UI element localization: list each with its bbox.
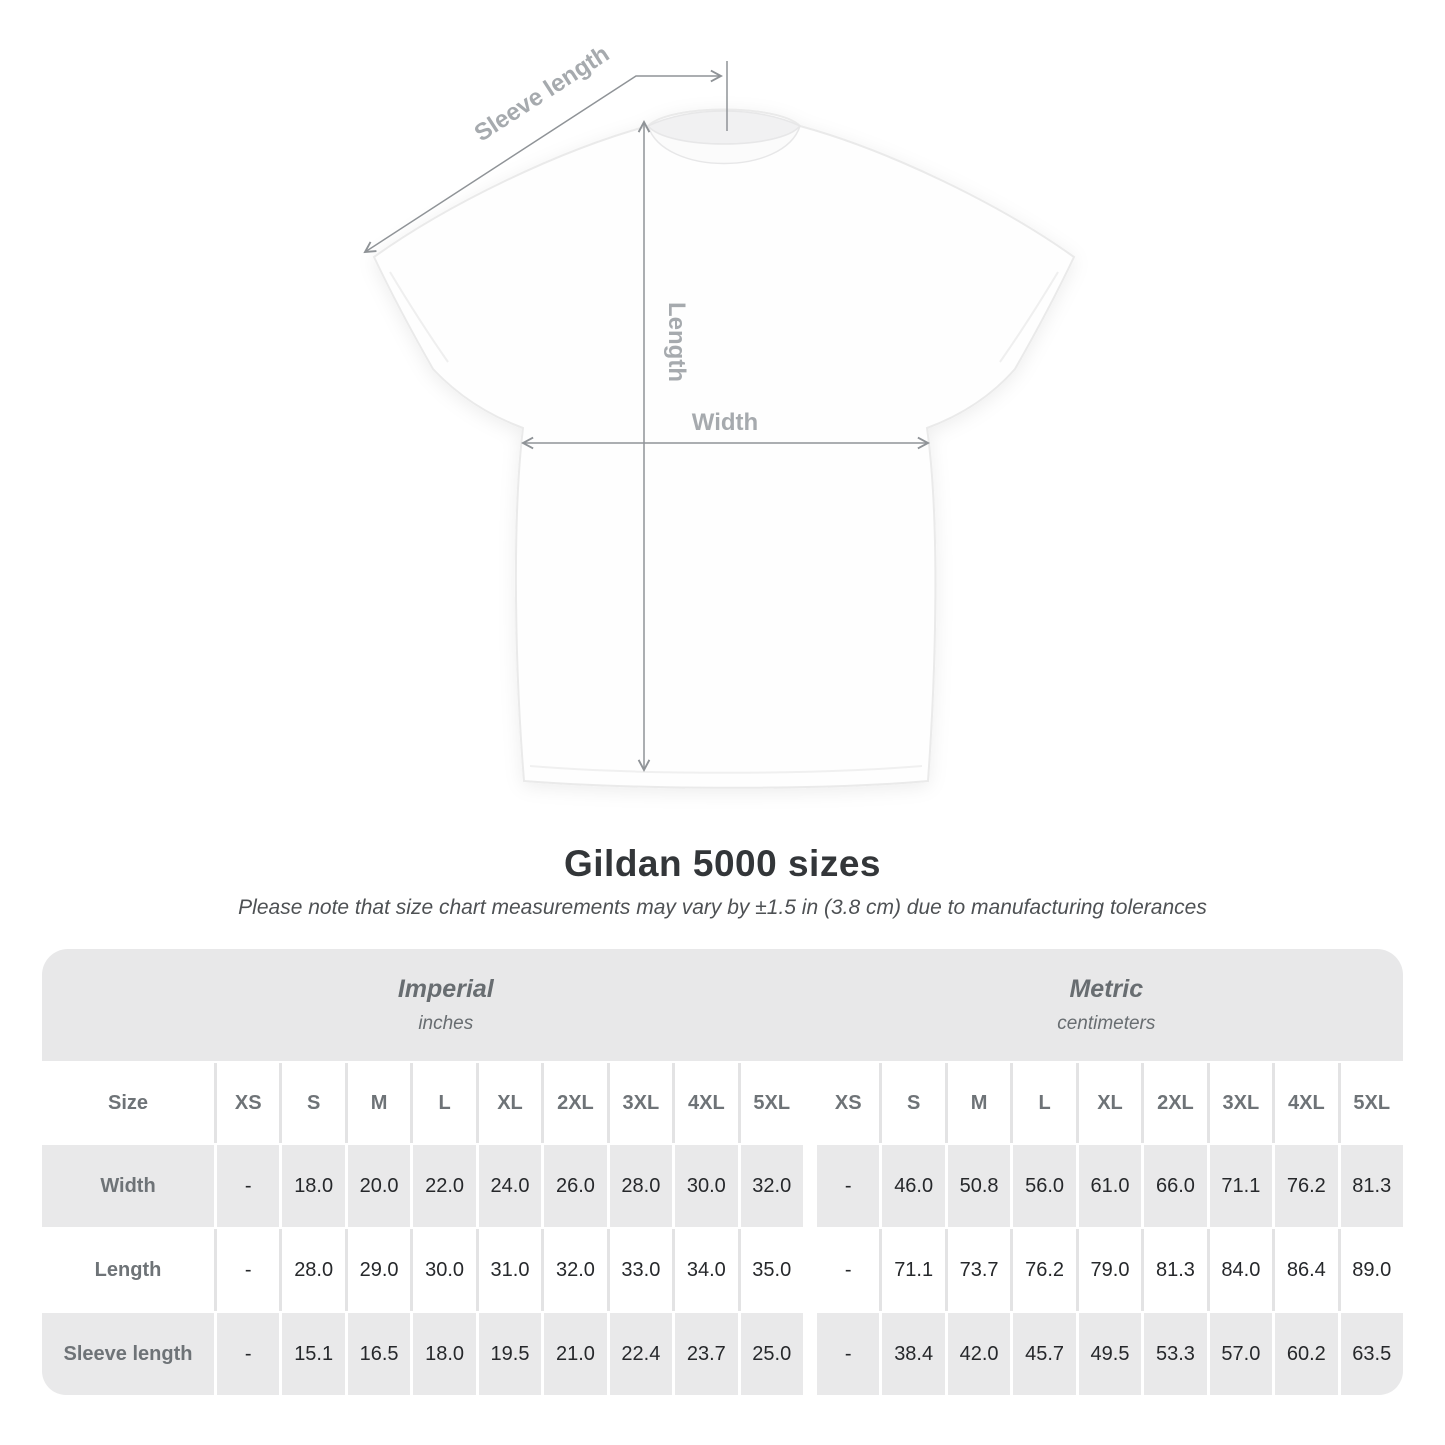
metric-size-col-3XL: 3XL [1210, 1063, 1272, 1143]
size-corner-label: Size [42, 1063, 214, 1143]
metric-value-cell: - [817, 1145, 879, 1227]
metric-value-cell: 50.8 [948, 1145, 1010, 1227]
metric-value-cell: 61.0 [1079, 1145, 1141, 1227]
imperial-value-cell: - [217, 1145, 279, 1227]
length-label: Length [663, 302, 690, 382]
section-gap [806, 1229, 814, 1311]
metric-title: Metric [1069, 975, 1144, 1003]
metric-size-col-XL: XL [1079, 1063, 1141, 1143]
imperial-value-cell: 26.0 [544, 1145, 606, 1227]
metric-value-cell: 45.7 [1013, 1313, 1075, 1395]
section-gap [806, 1313, 814, 1395]
metric-value-cell: 76.2 [1013, 1229, 1075, 1311]
metric-size-col-2XL: 2XL [1144, 1063, 1206, 1143]
metric-value-cell: 63.5 [1341, 1313, 1403, 1395]
imperial-value-cell: 22.4 [610, 1313, 672, 1395]
imperial-value-cell: 15.1 [282, 1313, 344, 1395]
metric-size-col-S: S [882, 1063, 944, 1143]
imperial-value-cell: 28.0 [610, 1145, 672, 1227]
imperial-unit: inches [418, 1013, 474, 1034]
tshirt-body [374, 110, 1074, 788]
imperial-value-cell: 28.0 [282, 1229, 344, 1311]
imperial-value-cell: 35.0 [741, 1229, 803, 1311]
metric-value-cell: 76.2 [1275, 1145, 1337, 1227]
metric-value-cell: 53.3 [1144, 1313, 1206, 1395]
size-table-rows [42, 1063, 1403, 1395]
imperial-value-cell: 32.0 [544, 1229, 606, 1311]
metric-value-cell: 84.0 [1210, 1229, 1272, 1311]
imperial-value-cell: 34.0 [675, 1229, 737, 1311]
metric-value-cell: 49.5 [1079, 1313, 1141, 1395]
section-gap [806, 1063, 814, 1143]
metric-value-cell: 89.0 [1341, 1229, 1403, 1311]
imperial-size-col-3XL: 3XL [610, 1063, 672, 1143]
imperial-size-col-XL: XL [479, 1063, 541, 1143]
metric-value-cell: 79.0 [1079, 1229, 1141, 1311]
imperial-value-cell: 18.0 [282, 1145, 344, 1227]
imperial-value-cell: 19.5 [479, 1313, 541, 1395]
metric-value-cell: 71.1 [1210, 1145, 1272, 1227]
metric-value-cell: 57.0 [1210, 1313, 1272, 1395]
imperial-section-header [42, 949, 810, 1061]
measurement-row-sleeve-length [42, 1313, 1403, 1395]
imperial-value-cell: 18.0 [413, 1313, 475, 1395]
imperial-value-cell: 16.5 [348, 1313, 410, 1395]
imperial-value-cell: 32.0 [741, 1145, 803, 1227]
section-gap [806, 1145, 814, 1227]
metric-unit: centimeters [1057, 1013, 1156, 1034]
size-table [42, 949, 1403, 1395]
imperial-size-col-XS: XS [217, 1063, 279, 1143]
metric-value-cell: - [817, 1313, 879, 1395]
metric-size-col-M: M [948, 1063, 1010, 1143]
imperial-value-cell: 24.0 [479, 1145, 541, 1227]
width-label: Width [691, 409, 759, 436]
row-label: Width [42, 1145, 214, 1227]
metric-value-cell: 66.0 [1144, 1145, 1206, 1227]
imperial-value-cell: - [217, 1313, 279, 1395]
imperial-value-cell: 20.0 [348, 1145, 410, 1227]
metric-value-cell: 81.3 [1144, 1229, 1206, 1311]
imperial-size-col-5XL: 5XL [741, 1063, 803, 1143]
imperial-size-col-4XL: 4XL [675, 1063, 737, 1143]
imperial-size-col-L: L [413, 1063, 475, 1143]
imperial-value-cell: 22.0 [413, 1145, 475, 1227]
tolerance-note: Please note that size chart measurements may vary by ±1.5 in (3.8 cm) due to manufacturing tolerances [238, 896, 1207, 919]
metric-value-cell: 81.3 [1341, 1145, 1403, 1227]
imperial-size-col-2XL: 2XL [544, 1063, 606, 1143]
metric-value-cell: 71.1 [882, 1229, 944, 1311]
row-label: Sleeve length [42, 1313, 214, 1395]
metric-value-cell: 73.7 [948, 1229, 1010, 1311]
row-label: Length [42, 1229, 214, 1311]
imperial-value-cell: 33.0 [610, 1229, 672, 1311]
metric-value-cell: 46.0 [882, 1145, 944, 1227]
imperial-value-cell: 30.0 [413, 1229, 475, 1311]
measurement-row-length [42, 1229, 1403, 1311]
metric-size-col-5XL: 5XL [1341, 1063, 1403, 1143]
imperial-value-cell: 30.0 [675, 1145, 737, 1227]
metric-value-cell: 42.0 [948, 1313, 1010, 1395]
metric-value-cell: - [817, 1229, 879, 1311]
metric-value-cell: 56.0 [1013, 1145, 1075, 1227]
imperial-value-cell: 31.0 [479, 1229, 541, 1311]
imperial-value-cell: 23.7 [675, 1313, 737, 1395]
metric-section-header [810, 949, 1403, 1061]
measurement-row-width [42, 1145, 1403, 1227]
metric-value-cell: 38.4 [882, 1313, 944, 1395]
imperial-value-cell: - [217, 1229, 279, 1311]
metric-size-col-L: L [1013, 1063, 1075, 1143]
metric-value-cell: 86.4 [1275, 1229, 1337, 1311]
metric-size-col-XS: XS [817, 1063, 879, 1143]
sleeve-length-label: Sleeve length [469, 40, 615, 148]
imperial-value-cell: 21.0 [544, 1313, 606, 1395]
size-header-row [42, 1063, 1403, 1143]
metric-size-col-4XL: 4XL [1275, 1063, 1337, 1143]
imperial-value-cell: 29.0 [348, 1229, 410, 1311]
imperial-value-cell: 25.0 [741, 1313, 803, 1395]
imperial-size-col-S: S [282, 1063, 344, 1143]
imperial-title: Imperial [397, 975, 494, 1003]
imperial-size-col-M: M [348, 1063, 410, 1143]
page-title: Gildan 5000 sizes [563, 843, 881, 884]
unit-header-band [42, 949, 1403, 1061]
metric-value-cell: 60.2 [1275, 1313, 1337, 1395]
